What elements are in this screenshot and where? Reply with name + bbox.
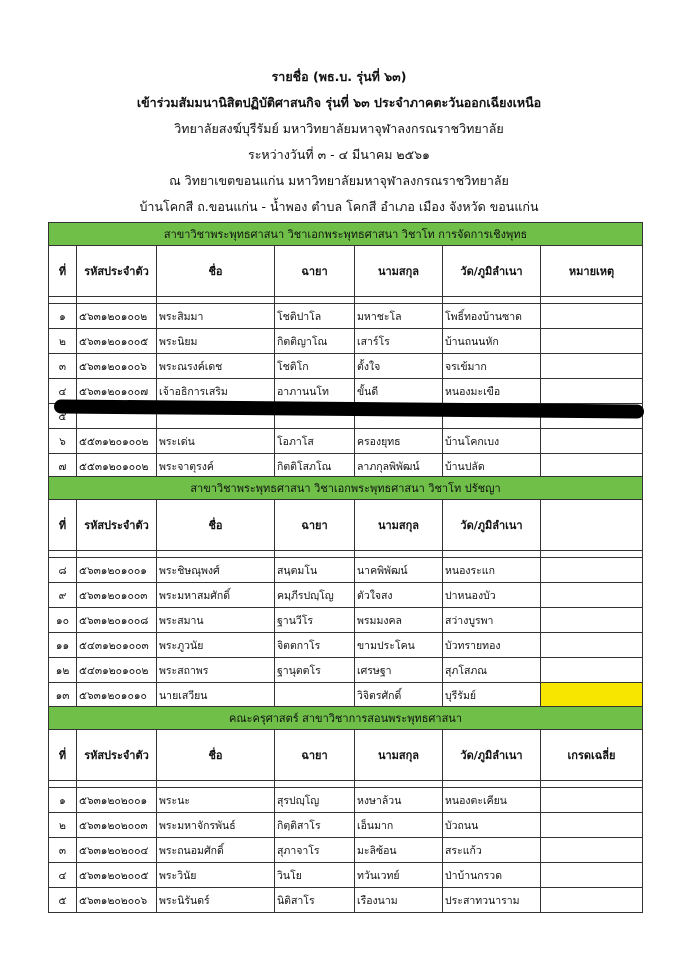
cell-extra bbox=[541, 683, 643, 708]
cell-id: ๕๔๓๑๒๐๑๐๐๓ bbox=[77, 633, 157, 658]
cell-name: พระมหาจักรพันธ์ bbox=[157, 813, 275, 838]
section-header bbox=[49, 707, 643, 730]
cell-extra bbox=[541, 429, 643, 454]
cell-chaya: วินโย bbox=[275, 863, 355, 888]
cell-name: พระณรงค์เดช bbox=[157, 354, 275, 379]
cell-chaya: ฐานุตตโร bbox=[275, 658, 355, 683]
cell-surname: นาคพิพัฒน์ bbox=[355, 558, 443, 583]
cell-surname: เรืองนาม bbox=[355, 888, 443, 913]
cell-extra bbox=[541, 608, 643, 633]
cell-chaya: สุรปญฺโญ bbox=[275, 788, 355, 813]
cell-chaya: ฐานวีโร bbox=[275, 608, 355, 633]
cell-chaya: โอภาโส bbox=[275, 429, 355, 454]
header-row bbox=[49, 500, 643, 551]
cell-surname: ลาภกุลพิพัฒน์ bbox=[355, 454, 443, 479]
cell-chaya: สนฺตมโน bbox=[275, 558, 355, 583]
cell-temple: หนองตะเคียน bbox=[443, 788, 541, 813]
table-row bbox=[49, 583, 643, 608]
cell-extra bbox=[541, 454, 643, 479]
col-id: รหัสประจำตัว bbox=[77, 246, 157, 297]
cell-surname: มะลิซ้อน bbox=[355, 838, 443, 863]
cell-name: พระชิษณุพงศ์ bbox=[157, 558, 275, 583]
cell-chaya: โชติโก bbox=[275, 354, 355, 379]
cell-temple: สุภโสภณ bbox=[443, 658, 541, 683]
cell-id: ๕๕๓๑๒๐๑๐๐๒ bbox=[77, 454, 157, 479]
cell-chaya: กิตติญาโณ bbox=[275, 329, 355, 354]
section-title: คณะครุศาสตร์ สาขาวิชาการสอนพระพุทธศาสนา bbox=[49, 707, 643, 730]
cell-extra bbox=[541, 838, 643, 863]
table-row bbox=[49, 329, 643, 354]
cell-extra bbox=[541, 633, 643, 658]
section-title: สาขาวิชาพระพุทธศาสนา วิชาเอกพระพุทธศาสนา วิชาโท การจัดการเชิงพุทธ bbox=[49, 223, 643, 246]
cell-surname: ขามประโคน bbox=[355, 633, 443, 658]
cell-no: ๑ bbox=[49, 788, 77, 813]
cell-surname: วิจิตรศักดิ์ bbox=[355, 683, 443, 708]
cell-name: พระมหาสมศักดิ์ bbox=[157, 583, 275, 608]
cell-no: ๔ bbox=[49, 379, 77, 404]
doc-address: บ้านโคกสี ถ.ขอนแก่น - น้ำพอง ตำบล โคกสี อำเภอ เมือง จังหวัด ขอนแก่น bbox=[139, 199, 539, 214]
cell-surname: พรมมงคล bbox=[355, 608, 443, 633]
roster-table-2 bbox=[48, 476, 643, 708]
doc-title: รายชื่อ (พธ.บ. รุ่นที่ ๖๓) bbox=[271, 69, 407, 84]
cell-extra bbox=[541, 329, 643, 354]
cell-id: ๕๖๓๑๒๐๑๐๐๗ bbox=[77, 379, 157, 404]
col-surname: นามสกุล bbox=[355, 500, 443, 551]
cell-name: พระเด่น bbox=[157, 429, 275, 454]
col-name: ชื่อ bbox=[157, 730, 275, 781]
cell-temple: บ้านโคกเบง bbox=[443, 429, 541, 454]
cell-no: ๑๐ bbox=[49, 608, 77, 633]
cell-id: ๕๖๓๑๒๐๑๐๑๐ bbox=[77, 683, 157, 708]
cell-no: ๓ bbox=[49, 354, 77, 379]
cell-id: ๕๖๓๑๒๐๑๐๐๓ bbox=[77, 583, 157, 608]
cell-id: ๕๖๓๑๒๐๒๐๐๓ bbox=[77, 813, 157, 838]
table-row bbox=[49, 838, 643, 863]
cell-surname: ตั้งใจ bbox=[355, 354, 443, 379]
col-no: ที่ bbox=[49, 730, 77, 781]
table-row bbox=[49, 633, 643, 658]
cell-no: ๒ bbox=[49, 813, 77, 838]
cell-name: พระสมาน bbox=[157, 608, 275, 633]
col-gpa: เกรดเฉลี่ย bbox=[541, 730, 643, 781]
table-row bbox=[49, 558, 643, 583]
cell-temple: ประสาทวนาราม bbox=[443, 888, 541, 913]
table-row bbox=[49, 454, 643, 479]
cell-no: ๕ bbox=[49, 888, 77, 913]
cell-no: ๕ bbox=[49, 404, 77, 429]
col-chaya: ฉายา bbox=[275, 730, 355, 781]
col-chaya: ฉายา bbox=[275, 246, 355, 297]
cell-extra bbox=[541, 583, 643, 608]
cell-surname: ตัวใจสง bbox=[355, 583, 443, 608]
spacer-row bbox=[49, 781, 643, 788]
cell-chaya: สุภาจาโร bbox=[275, 838, 355, 863]
doc-subtitle: เข้าร่วมสัมมนานิสิตปฏิบัติศาสนกิจ รุ่นที่ ๖๓ ประจำภาคตะวันออกเฉียงเหนือ bbox=[136, 95, 542, 110]
table-row bbox=[49, 304, 643, 329]
cell-name: พระนิยม bbox=[157, 329, 275, 354]
cell-extra bbox=[541, 304, 643, 329]
cell-temple: โพธิ์ทองบ้านซาด bbox=[443, 304, 541, 329]
roster-table-1 bbox=[48, 222, 643, 479]
col-remark: หมายเหตุ bbox=[541, 246, 643, 297]
cell-no: ๓ bbox=[49, 838, 77, 863]
cell-chaya bbox=[275, 683, 355, 708]
cell-name: พระวินัย bbox=[157, 863, 275, 888]
cell-name: พระนิรันดร์ bbox=[157, 888, 275, 913]
cell-name: พระนะ bbox=[157, 788, 275, 813]
table-row bbox=[49, 863, 643, 888]
table-row bbox=[49, 658, 643, 683]
col-name: ชื่อ bbox=[157, 500, 275, 551]
cell-surname: เศรษฐา bbox=[355, 658, 443, 683]
cell-surname: ครองยุทธ bbox=[355, 429, 443, 454]
spacer-row bbox=[49, 297, 643, 304]
cell-id: ๕๖๓๑๒๐๑๐๐๖ bbox=[77, 354, 157, 379]
cell-temple: หนองมะเขือ bbox=[443, 379, 541, 404]
cell-extra bbox=[541, 863, 643, 888]
cell-id: ๕๖๓๑๒๐๒๐๐๑ bbox=[77, 788, 157, 813]
table-row bbox=[49, 683, 643, 708]
cell-no: ๑๒ bbox=[49, 658, 77, 683]
cell-surname: เสาร์โร bbox=[355, 329, 443, 354]
cell-id: ๕๖๓๑๒๐๒๐๐๔ bbox=[77, 838, 157, 863]
table-row bbox=[49, 788, 643, 813]
section-header bbox=[49, 223, 643, 246]
table-row bbox=[49, 608, 643, 633]
cell-id: ๕๖๓๑๒๐๑๐๐๒ bbox=[77, 304, 157, 329]
cell-extra bbox=[541, 354, 643, 379]
cell-extra bbox=[541, 813, 643, 838]
cell-no: ๒ bbox=[49, 329, 77, 354]
cell-temple: บัวถนน bbox=[443, 813, 541, 838]
roster-table-3 bbox=[48, 706, 643, 913]
header-row bbox=[49, 246, 643, 297]
cell-name: พระถนอมศักดิ์ bbox=[157, 838, 275, 863]
cell-id: ๕๖๓๑๒๐๑๐๐๕ bbox=[77, 329, 157, 354]
cell-id: ๕๕๓๑๒๐๑๐๐๒ bbox=[77, 429, 157, 454]
cell-no: ๑๓ bbox=[49, 683, 77, 708]
doc-venue: ณ วิทยาเขตขอนแก่น มหาวิทยาลัยมหาจุฬาลงกรณราชวิทยาลัย bbox=[169, 173, 509, 188]
cell-surname: ทวันเวทย์ bbox=[355, 863, 443, 888]
col-surname: นามสกุล bbox=[355, 730, 443, 781]
cell-chaya: คมฺภีรปญฺโญ bbox=[275, 583, 355, 608]
cell-temple: หนองระแก bbox=[443, 558, 541, 583]
cell-id: ๕๖๓๑๒๐๑๐๐๑ bbox=[77, 558, 157, 583]
cell-chaya: จิตตกาโร bbox=[275, 633, 355, 658]
cell-chaya: โชติปาโล bbox=[275, 304, 355, 329]
col-temple: วัด/ภูมิลำเนา bbox=[443, 246, 541, 297]
cell-name: พระจาตุรงค์ bbox=[157, 454, 275, 479]
cell-temple: สระแก้ว bbox=[443, 838, 541, 863]
cell-temple: จรเข้มาก bbox=[443, 354, 541, 379]
cell-no: ๑ bbox=[49, 304, 77, 329]
cell-no: ๙ bbox=[49, 583, 77, 608]
spacer-row bbox=[49, 551, 643, 558]
cell-id: ๕๔๓๑๒๐๑๐๐๒ bbox=[77, 658, 157, 683]
cell-surname: มหาชะโล bbox=[355, 304, 443, 329]
cell-extra bbox=[541, 888, 643, 913]
cell-surname: ขั้นดี bbox=[355, 379, 443, 404]
col-id: รหัสประจำตัว bbox=[77, 500, 157, 551]
cell-temple: บ้านถนนหัก bbox=[443, 329, 541, 354]
cell-chaya: อาภานนโท bbox=[275, 379, 355, 404]
col-name: ชื่อ bbox=[157, 246, 275, 297]
cell-name: พระสิมมา bbox=[157, 304, 275, 329]
table-row bbox=[49, 354, 643, 379]
col-temple: วัด/ภูมิลำเนา bbox=[443, 500, 541, 551]
cell-surname: หงษาล้วน bbox=[355, 788, 443, 813]
table-row bbox=[49, 813, 643, 838]
cell-name: พระสถาพร bbox=[157, 658, 275, 683]
section-title: สาขาวิชาพระพุทธศาสนา วิชาเอกพระพุทธศาสนา วิชาโท ปรัชญา bbox=[49, 477, 643, 500]
cell-temple: บ้านปลัด bbox=[443, 454, 541, 479]
cell-no: ๘ bbox=[49, 558, 77, 583]
col-surname: นามสกุล bbox=[355, 246, 443, 297]
cell-no: ๔ bbox=[49, 863, 77, 888]
cell-temple: บุรีรัมย์ bbox=[443, 683, 541, 708]
cell-chaya: กิตติโสภโณ bbox=[275, 454, 355, 479]
cell-extra bbox=[541, 379, 643, 404]
section-header bbox=[49, 477, 643, 500]
cell-temple: ป่าบ้านกรวด bbox=[443, 863, 541, 888]
cell-temple: สว่างบูรพา bbox=[443, 608, 541, 633]
col-no: ที่ bbox=[49, 500, 77, 551]
cell-chaya: กิตฺติสาโร bbox=[275, 813, 355, 838]
cell-name: เจ้าอธิการเสริม bbox=[157, 379, 275, 404]
cell-name: พระภูวนัย bbox=[157, 633, 275, 658]
cell-id: ๕๖๓๑๒๐๒๐๐๖ bbox=[77, 888, 157, 913]
cell-id: ๕๖๓๑๒๐๑๐๐๘ bbox=[77, 608, 157, 633]
cell-extra bbox=[541, 558, 643, 583]
cell-temple: บัวทรายทอง bbox=[443, 633, 541, 658]
col-no: ที่ bbox=[49, 246, 77, 297]
doc-college: วิทยาลัยสงฆ์บุรีรัมย์ มหาวิทยาลัยมหาจุฬาลงกรณราชวิทยาลัย bbox=[174, 121, 504, 136]
cell-temple: ปาหนองบัว bbox=[443, 583, 541, 608]
cell-no: ๑๑ bbox=[49, 633, 77, 658]
cell-id: ๕๖๓๑๒๐๒๐๐๕ bbox=[77, 863, 157, 888]
table-row bbox=[49, 888, 643, 913]
header-row bbox=[49, 730, 643, 781]
cell-chaya: นิติสาโร bbox=[275, 888, 355, 913]
cell-surname: เอ็นมาก bbox=[355, 813, 443, 838]
cell-no: ๗ bbox=[49, 454, 77, 479]
col-chaya: ฉายา bbox=[275, 500, 355, 551]
cell-no: ๖ bbox=[49, 429, 77, 454]
col-temple: วัด/ภูมิลำเนา bbox=[443, 730, 541, 781]
cell-name: นายเสวียน bbox=[157, 683, 275, 708]
cell-extra bbox=[541, 788, 643, 813]
doc-date: ระหว่างวันที่ ๓ - ๔ มีนาคม ๒๕๖๑ bbox=[248, 147, 430, 162]
document-header bbox=[0, 64, 678, 220]
col-remark bbox=[541, 500, 643, 551]
table-row bbox=[49, 429, 643, 454]
col-id: รหัสประจำตัว bbox=[77, 730, 157, 781]
cell-extra bbox=[541, 658, 643, 683]
